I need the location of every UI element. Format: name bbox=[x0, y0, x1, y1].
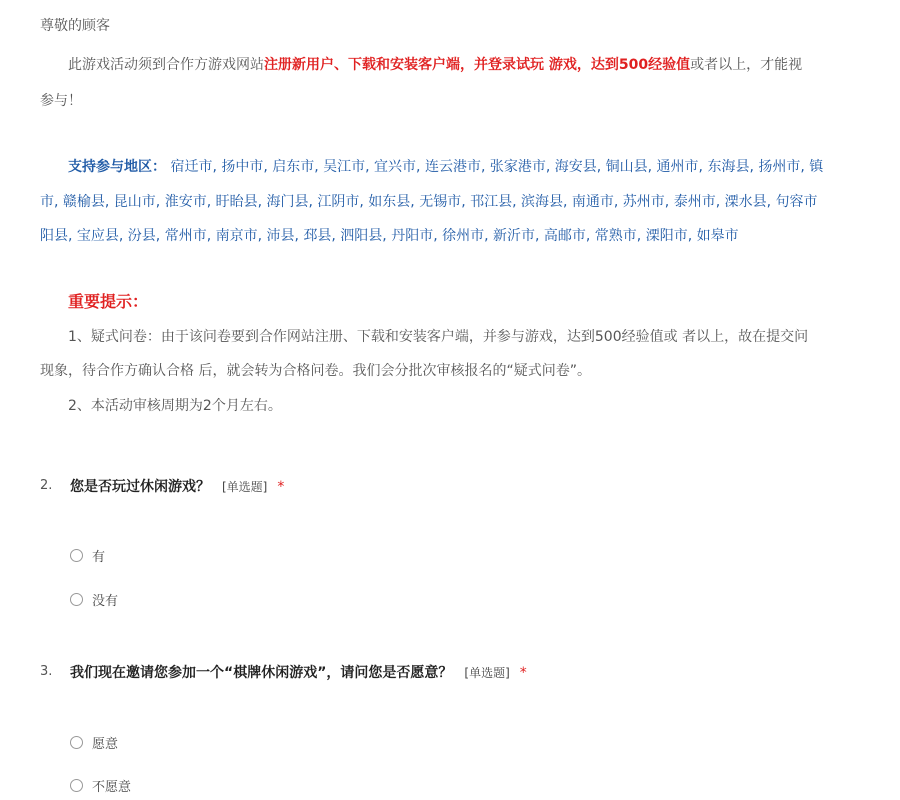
question-number: 2. bbox=[40, 478, 53, 493]
notice-item1-line2: 现象，待合作方确认合格 后，就会转为合格问卷。我们会分批次审核报名的“疑式问卷”。 bbox=[40, 363, 591, 379]
regions-list-2: 市, 赣榆县, 昆山市, 淮安市, 盱眙县, 海门县, 江阴市, 如东县, 无锡市, 邗江县, 滨海县, 南通市, 苏州市, 泰州市, 溧水县, 句容市 bbox=[40, 194, 818, 210]
radio-button[interactable] bbox=[70, 736, 83, 749]
option-label: 愿意 bbox=[92, 737, 119, 752]
question-title bbox=[70, 476, 284, 496]
option-label: 不愿意 bbox=[92, 780, 132, 795]
intro-highlight: 注册新用户、下载和安装客户端，并登录试玩 游戏，达到500经验值 bbox=[264, 57, 691, 73]
radio-button[interactable] bbox=[70, 593, 83, 606]
regions-label: 支持参与地区： bbox=[68, 159, 166, 175]
regions-list-1: 宿迁市, 扬中市, 启东市, 吴江市, 宜兴市, 连云港市, 张家港市, 海安县, 铜山县, 通州市, 东海县, 扬州市, 镇 bbox=[170, 159, 824, 175]
option-yuanyi[interactable] bbox=[70, 733, 118, 752]
notice-item2: 2、本活动审核周期为2个月左右。 bbox=[68, 398, 282, 414]
regions-list-3: 阳县, 宝应县, 汾县, 常州市, 南京市, 沛县, 邳县, 泗阳县, 丹阳市, 徐州市, 新沂市, 高邮市, 常熟市, 溧阳市, 如皋市 bbox=[40, 228, 739, 244]
intro-suffix: 或者以上，才能视 bbox=[690, 57, 803, 73]
option-buyuanyi[interactable] bbox=[70, 776, 131, 795]
option-meiyou[interactable] bbox=[70, 590, 118, 609]
required-marker: * bbox=[519, 665, 527, 681]
notice-title: 重要提示： bbox=[68, 292, 149, 311]
radio-button[interactable] bbox=[70, 779, 83, 792]
radio-button[interactable] bbox=[70, 549, 83, 562]
greeting: 尊敬的顾客 bbox=[40, 18, 110, 34]
intro-paragraph bbox=[68, 55, 802, 75]
regions-line1 bbox=[68, 157, 823, 177]
option-label: 没有 bbox=[92, 594, 119, 609]
question-title-text: 我们现在邀请您参加一个“棋牌休闲游戏”，请问您是否愿意？ bbox=[70, 665, 453, 681]
question-type-label: [单选题] bbox=[464, 666, 510, 680]
notice-item1-line1: 1、疑式问卷：由于该问卷要到合作网站注册、下载和安装客户端，并参与游戏，达到500经验值或 者以上，故在提交问 bbox=[68, 329, 809, 345]
required-marker: * bbox=[277, 479, 285, 495]
question-title bbox=[70, 662, 527, 682]
question-number: 3. bbox=[40, 664, 53, 679]
intro-prefix: 此游戏活动须到合作方游戏网站 bbox=[68, 57, 264, 73]
option-you[interactable] bbox=[70, 546, 105, 565]
question-type-label: [单选题] bbox=[222, 480, 268, 494]
question-title-text: 您是否玩过休闲游戏？ bbox=[70, 479, 210, 495]
intro-line2: 参与！ bbox=[40, 93, 82, 109]
option-label: 有 bbox=[92, 550, 106, 565]
